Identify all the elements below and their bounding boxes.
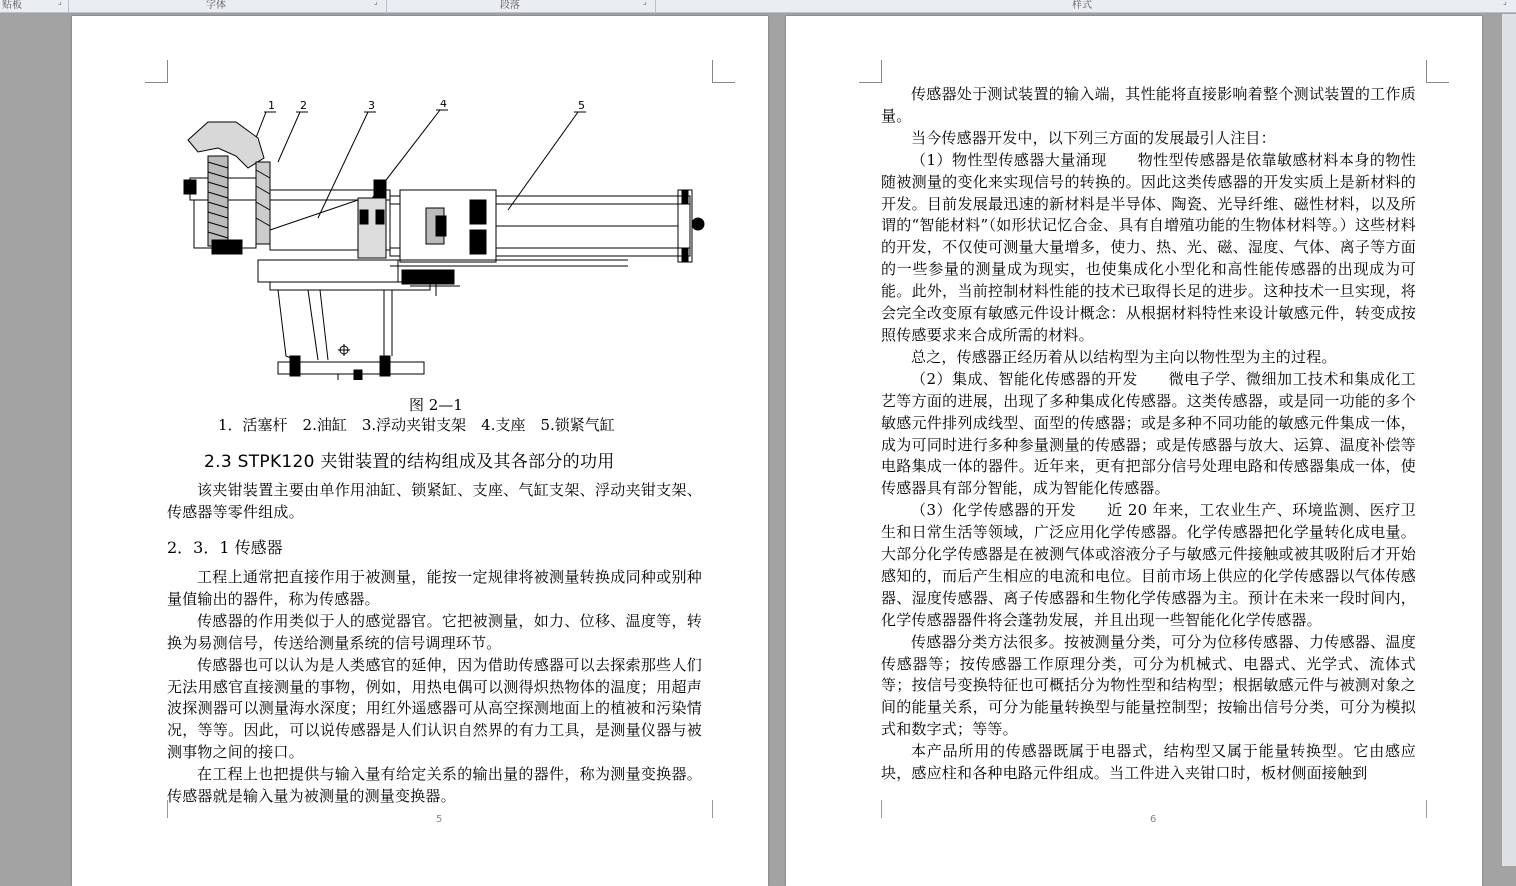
ribbon-group-clipboard[interactable]: 贴板 — [2, 0, 22, 11]
dialog-launcher-icon[interactable]: ⌟ — [374, 0, 378, 6]
technical-drawing — [178, 100, 718, 380]
paragraph[interactable]: 传感器分类方法很多。按被测量分类，可分为位移传感器、力传感器、温度传感器等；按传感器工作原理分类，可分为机械式、电器式、光学式、流体式等；按信号变换特征也可概括分为物性型和结构型；根据敏感元件与被测对象之间的能量关系，可分为能量转换型与能量控制型；按输出信号分类，可分为模拟式和数字式；等等。 — [881, 632, 1416, 739]
paragraph[interactable]: 在工程上也把提供与输入量有给定关系的输出量的器件，称为测量变换器。传感器就是输入量为被测量的测量变换器。 — [167, 765, 702, 806]
ribbon-group-styles[interactable]: 样式 — [1072, 0, 1092, 11]
paragraph[interactable]: 总之，传感器正经历着从以结构型为主向以物性型为主的过程。 — [911, 347, 1337, 366]
margin-corner-mark — [859, 60, 882, 83]
body-text-right — [881, 84, 1416, 785]
paragraph[interactable]: 传感器也可以认为是人类感官的延伸，因为借助传感器可以去探索那些人们无法用感官直接测量的事物，例如，用热电偶可以测得炽热物体的温度；用超声波探测器可以测量海水深度；用红外遥感器可从高空探测地面上的植被和污染情况，等等。因此，可以说传感器是人们认识自然界的有力工具，是测量仪器与被测事物之间的接口。 — [167, 655, 702, 762]
dialog-launcher-icon[interactable]: ⌟ — [643, 0, 647, 6]
clamp-assembly-drawing[interactable] — [178, 100, 718, 380]
figure-label: 2 — [300, 100, 307, 112]
figure-label: 1 — [268, 100, 275, 112]
figure-title: 图 2—1 — [409, 396, 463, 414]
ribbon-separator — [655, 0, 656, 12]
ribbon-group-font[interactable]: 字体 — [206, 0, 226, 11]
figure-legend: 1．活塞杆 2.油缸 3.浮动夹钳支架 4.支座 5.锁紧气缸 — [218, 416, 615, 434]
paragraph[interactable]: 传感器的作用类似于人的感觉器官。它把被测量，如力、位移、温度等，转换为易测信号，传送给测量系统的信号调理环节。 — [167, 611, 702, 652]
vertical-scrollbar[interactable] — [1502, 14, 1516, 866]
document-page-right[interactable] — [786, 16, 1482, 886]
ribbon-group-paragraph[interactable]: 段落 — [500, 0, 520, 11]
margin-corner-mark — [712, 800, 713, 818]
figure-label: 3 — [368, 100, 375, 112]
document-page-left[interactable] — [72, 16, 768, 886]
margin-corner-mark — [145, 60, 168, 83]
body-text-left — [167, 567, 702, 808]
margin-corner-mark — [712, 60, 735, 83]
dialog-launcher-icon[interactable]: ⌟ — [1503, 0, 1507, 6]
figure-label: 5 — [578, 100, 585, 112]
ribbon-group-bar — [0, 0, 1516, 13]
paragraph[interactable]: 该夹钳装置主要由单作用油缸、锁紧缸、支座、气缸支架、浮动夹钳支架、传感器等零件组成。 — [167, 481, 702, 521]
section-heading: 2.3 STPK120 夹钳装置的结构组成及其各部分的功用 — [204, 452, 615, 472]
paragraph[interactable]: （3）化学传感器的开发 近 20 年来，工农业生产、环境监测、医疗卫生和日常生活等领域，广泛应用化学传感器。化学传感器把化学量转化成电量。大部分化学传感器是在被测气体或溶液分子与敏感元件接触或被其吸附后才开始感知的，而后产生相应的电流和电位。目前市场上供应的化学传感器以气体传感器、湿度传感器、离子传感器和生物化学传感器为主。预计在未来一段时间内，化学传感器器件将会蓬勃发展，并且出现一些智能化化学传感器。 — [881, 501, 1416, 629]
ribbon-separator — [68, 0, 69, 12]
ribbon-separator — [386, 0, 387, 12]
intro-block — [167, 480, 702, 524]
paragraph[interactable]: 当今传感器开发中，以下列三方面的发展最引人注目： — [911, 128, 1276, 147]
paragraph[interactable]: （2）集成、智能化传感器的开发 微电子学、微细加工技术和集成化工艺等方面的进展，出现了多种集成化传感器。这类传感器，或是同一功能的多个敏感元件排列成线型、面型的传感器；或是多种不同功能的敏感元件集成一体，成为可同时进行多种参量测量的传感器；或是传感器与放大、运算、温度补偿等电路集成一体的器件。近年来，更有把部分信号处理电路和传感器集成一体，使传感器具有部分智能，成为智能化传感器。 — [881, 369, 1416, 498]
subsection-heading: 2．3．1 传感器 — [167, 538, 283, 557]
margin-corner-mark — [1426, 60, 1449, 83]
page-number: 5 — [436, 814, 443, 825]
paragraph[interactable]: 工程上通常把直接作用于被测量，能按一定规律将被测量转换成同种或别种量值输出的器件，称为传感器。 — [167, 568, 702, 608]
margin-corner-mark — [1426, 800, 1427, 818]
paragraph[interactable]: 传感器处于测试装置的输入端，其性能将直接影响着整个测试装置的工作质量。 — [881, 85, 1416, 125]
figure-label: 4 — [440, 100, 447, 110]
paragraph[interactable]: 本产品所用的传感器既属于电器式，结构型又属于能量转换型。它由感应块，感应柱和各种电路元件组成。当工件进入夹钳口时，板材侧面接触到 — [881, 742, 1416, 783]
page-number: 6 — [1150, 814, 1157, 825]
margin-corner-mark — [881, 800, 882, 818]
paragraph[interactable]: （1）物性型传感器大量涌现 物性型传感器是依靠敏感材料本身的物性随被测量的变化来实现信号的转换的。因此这类传感器的开发实质上是新材料的开发。目前发展最迅速的新材料是半导体、陶瓷、光导纤维、磁性材料，以及所谓的“智能材料”（如形状记忆合金、具有自增殖功能的生物体材料等。）这些材料的开发，不仅使可测量大量增多，使力、热、光、磁、湿度、气体、离子等方面的一些参量的测量成为现实，也使集成化小型化和高性能传感器的出现成为可能。此外，当前控制材料性能的技术已取得长足的进步。这种技术一旦实现，将会完全改变原有敏感元件设计概念：从根据材料特性来设计敏感元件，转变成按照传感要求来合成所需的材料。 — [881, 150, 1416, 344]
dialog-launcher-icon[interactable]: ⌟ — [58, 0, 62, 6]
